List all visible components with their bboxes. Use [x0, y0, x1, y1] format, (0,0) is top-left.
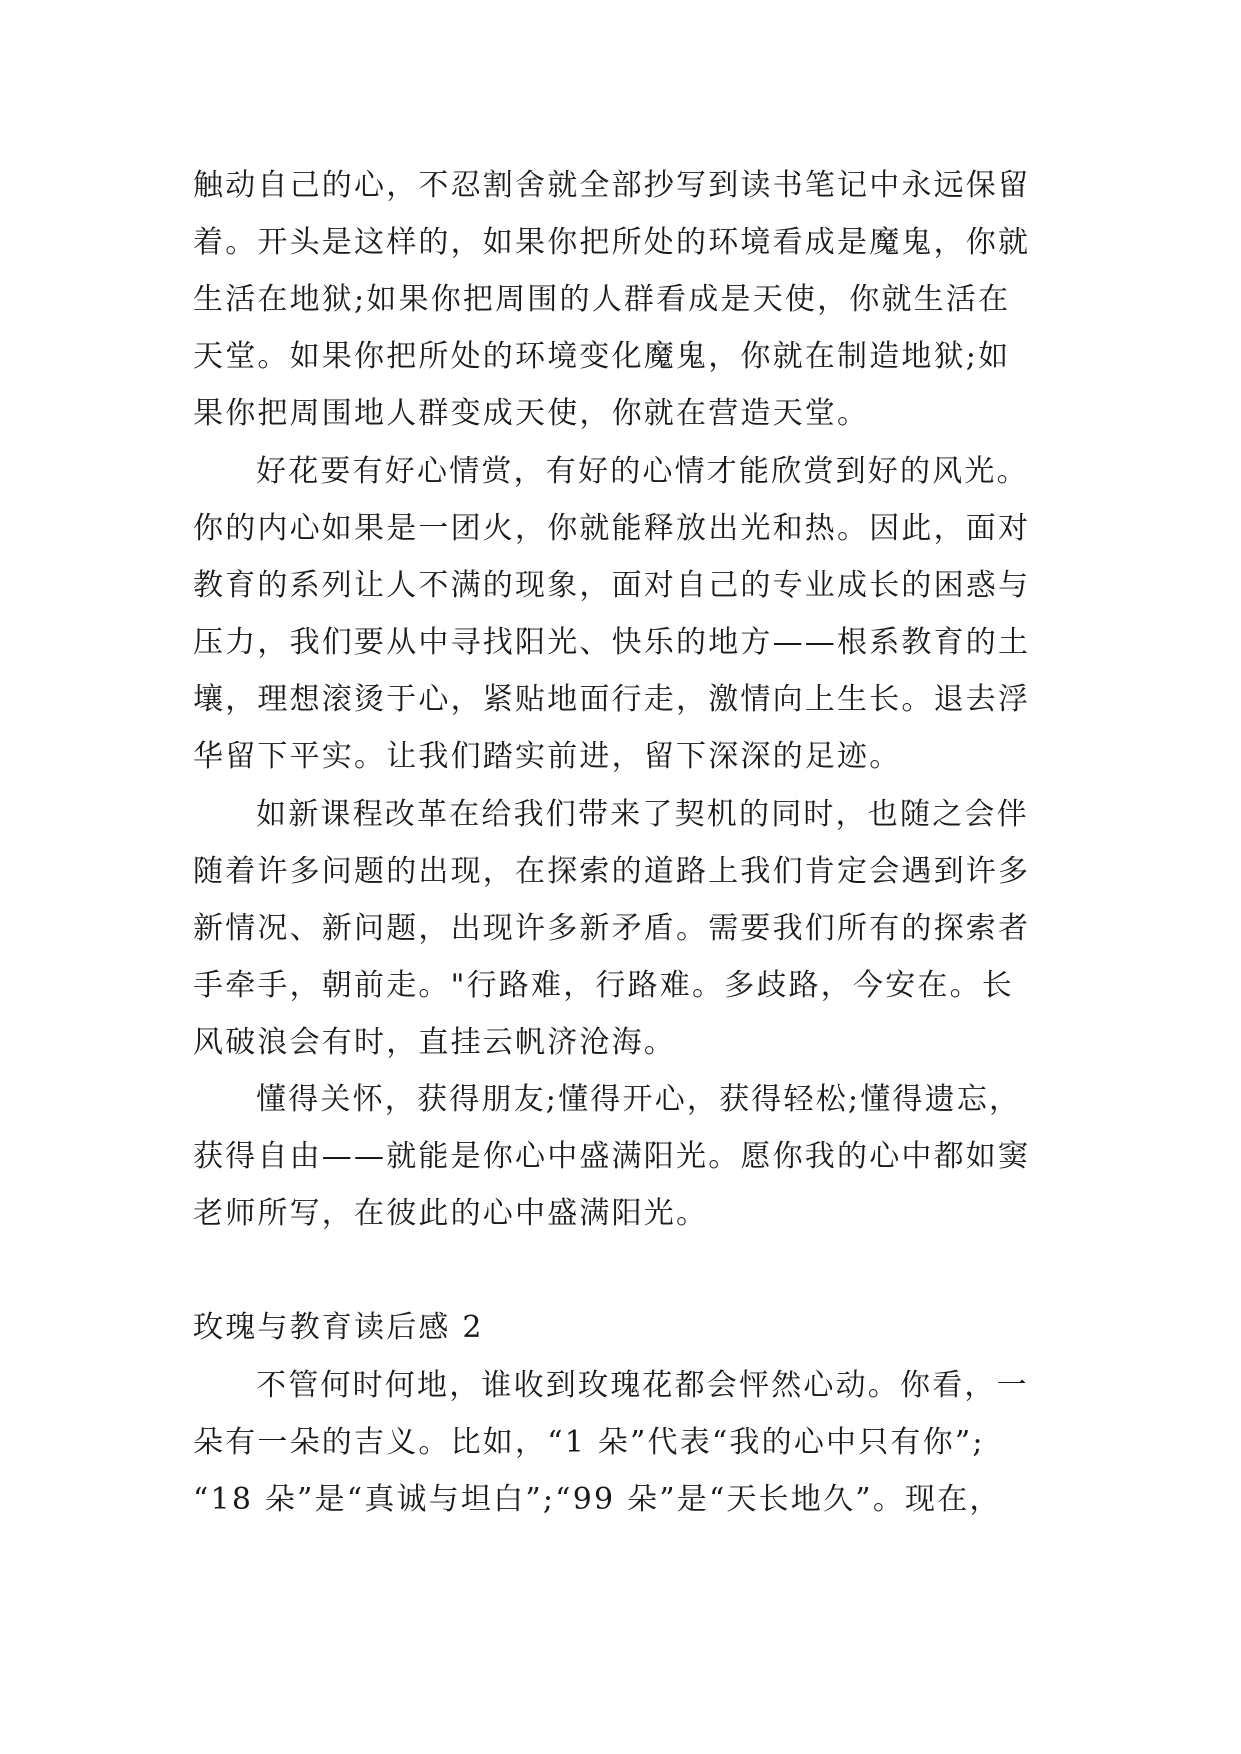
paragraph-line: 教育的系列让人不满的现象，面对自己的专业成长的困惑与: [193, 568, 1031, 603]
paragraph-line: 风破浪会有时，直挂云帆济沧海。: [193, 1025, 676, 1060]
paragraph-line: 华留下平实。让我们踏实前进，留下深深的足迹。: [193, 739, 902, 774]
paragraph-line: 壤，理想滚烫于心，紧贴地面行走，激情向上生长。退去浮: [193, 682, 1031, 717]
paragraph-line: 压力，我们要从中寻找阳光、快乐的地方——根系教育的土: [193, 625, 1031, 660]
paragraph-line: 果你把周围地人群变成天使，你就在营造天堂。: [193, 396, 870, 431]
paragraph-line: 新情况、新问题，出现许多新矛盾。需要我们所有的探索者: [193, 911, 1031, 946]
paragraph-line: “18 朵”是“真诚与坦白”;“99 朵”是“天长地久”。现在，: [193, 1482, 1002, 1517]
section-heading: 玫瑰与教育读后感 2: [193, 1310, 484, 1345]
paragraph-line: 生活在地狱;如果你把周围的人群看成是天使，你就生活在: [193, 282, 1011, 317]
paragraph-line: 你的内心如果是一团火，你就能释放出光和热。因此，面对: [193, 511, 1031, 546]
paragraph-line: 如新课程改革在给我们带来了契机的同时，也随之会伴: [256, 797, 1029, 832]
paragraph-line: 不管何时何地，谁收到玫瑰花都会怦然心动。你看，一: [256, 1368, 1029, 1403]
paragraph-line: 获得自由——就能是你心中盛满阳光。愿你我的心中都如窦: [193, 1139, 1031, 1174]
paragraph-line: 着。开头是这样的，如果你把所处的环境看成是魔鬼，你就: [193, 225, 1031, 260]
paragraph-line: 触动自己的心，不忍割舍就全部抄写到读书笔记中永远保留: [193, 168, 1031, 203]
paragraph-line: 朵有一朵的吉义。比如，“1 朵”代表“我的心中只有你”;: [193, 1425, 985, 1460]
paragraph-line: 懂得关怀，获得朋友;懂得开心，获得轻松;懂得遗忘，: [256, 1082, 1022, 1117]
paragraph-line: 老师所写，在彼此的心中盛满阳光。: [193, 1196, 709, 1231]
paragraph-line: 随着许多问题的出现，在探索的道路上我们肯定会遇到许多: [193, 854, 1031, 889]
paragraph-line: 好花要有好心情赏，有好的心情才能欣赏到好的风光。: [256, 454, 1029, 489]
paragraph-line: 天堂。如果你把所处的环境变化魔鬼，你就在制造地狱;如: [193, 339, 1011, 374]
paragraph-line: 手牵手，朝前走。"行路难，行路难。多歧路，今安在。长: [193, 968, 1014, 1003]
